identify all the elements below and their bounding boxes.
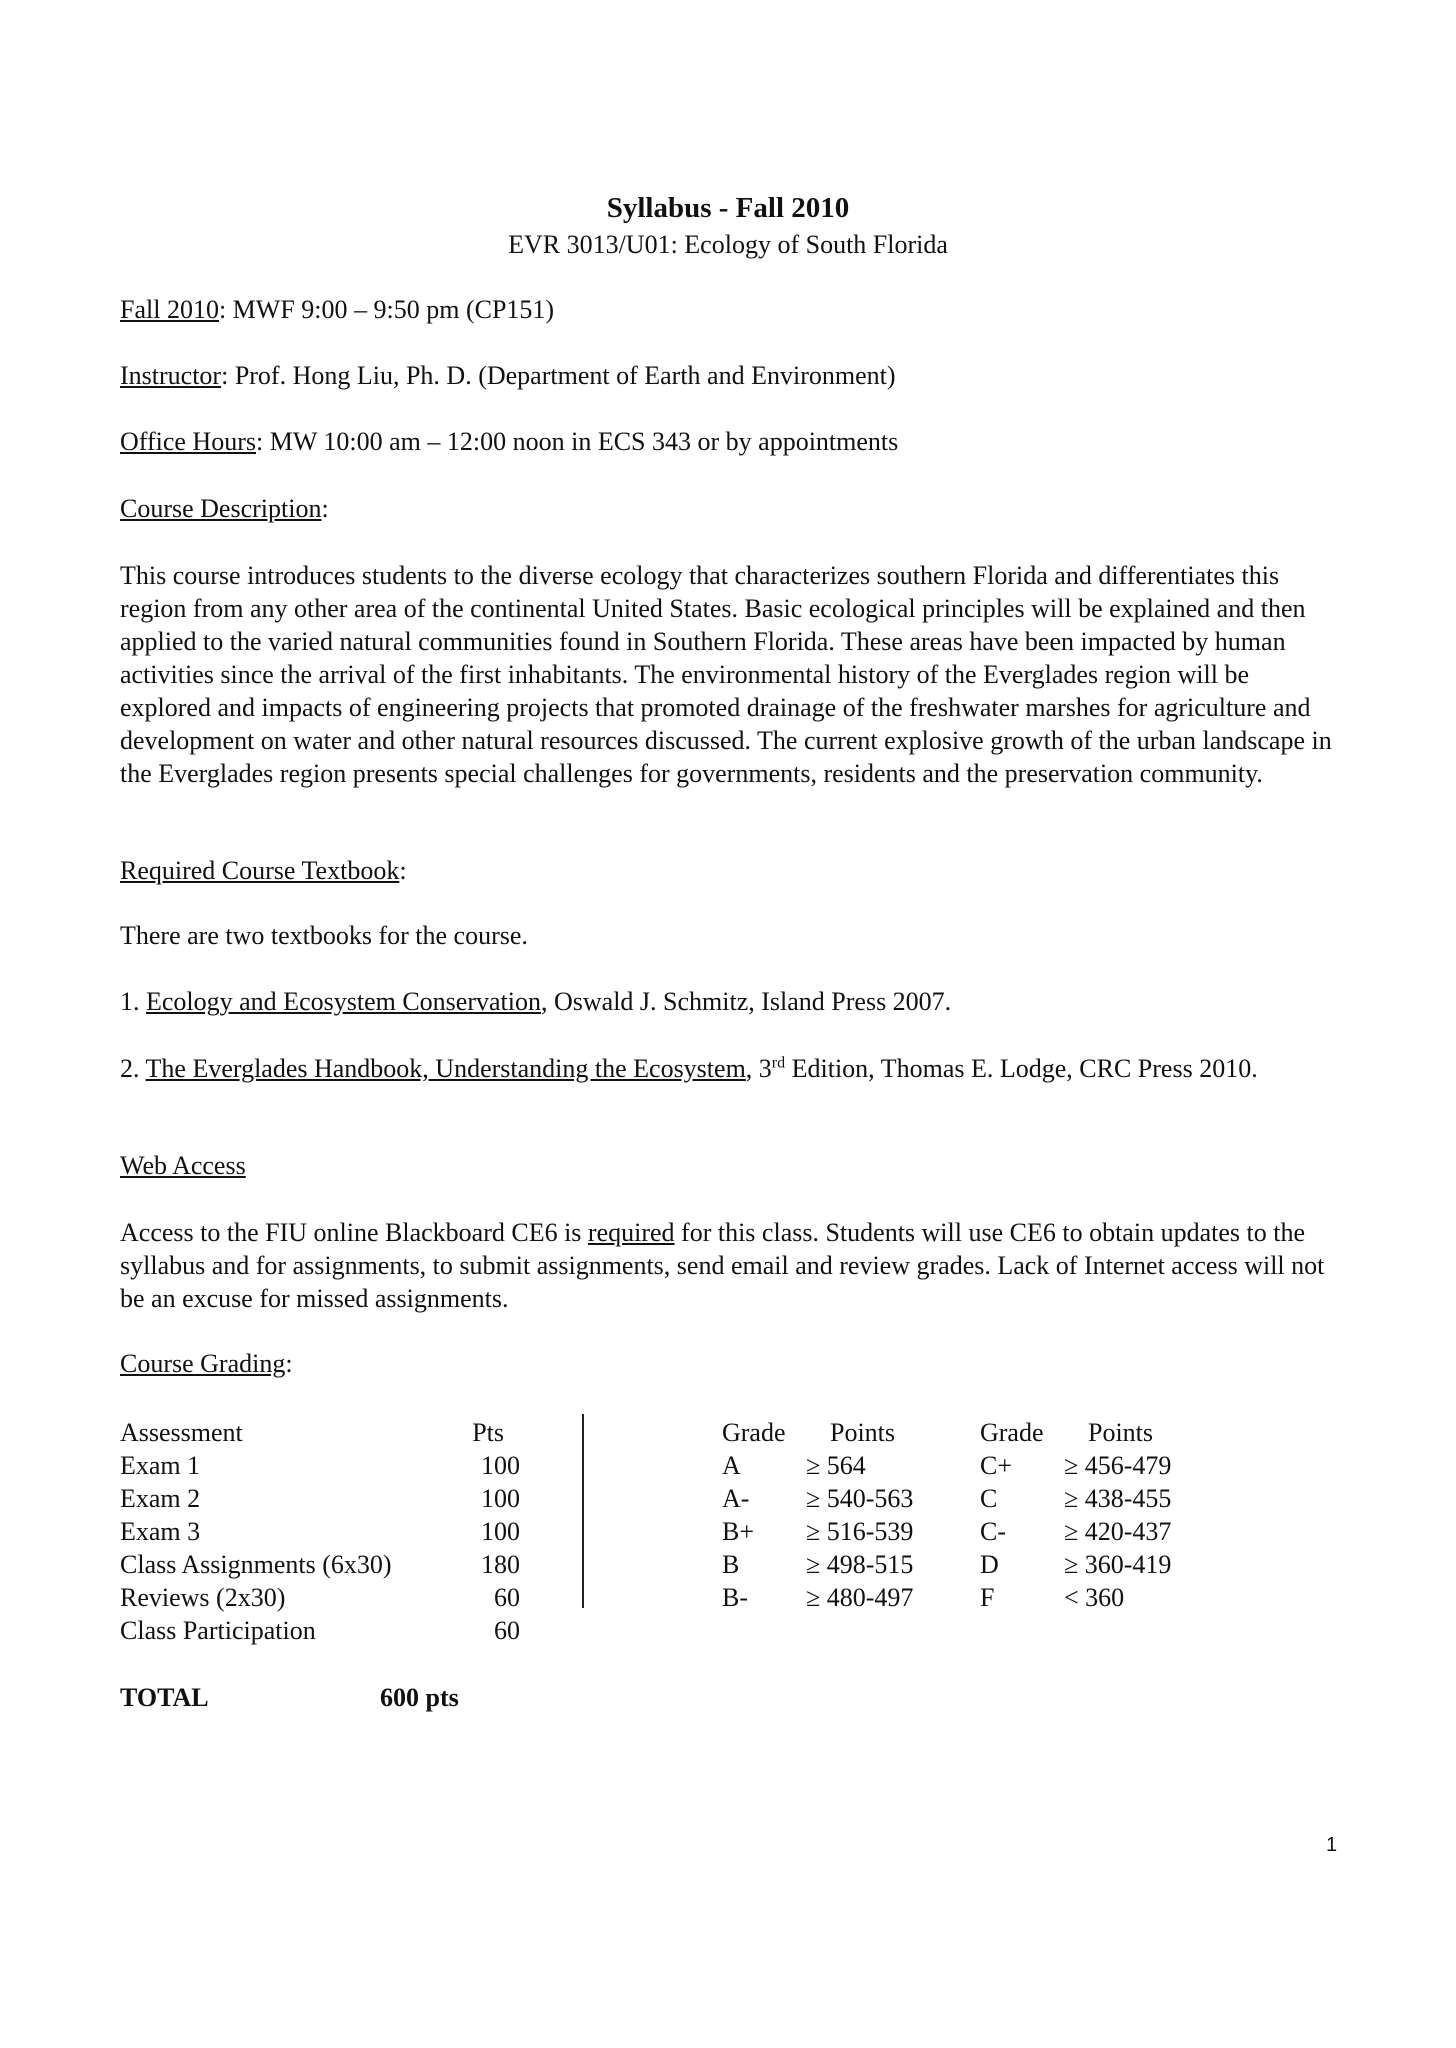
table-divider bbox=[582, 1414, 584, 1608]
grade-points: ≥ 498-515 bbox=[806, 1550, 914, 1579]
web-access-text-end: for this class. Students will use CE6 to obtain updates to the syllabus and for assignments, to submit assignments, send email and review grades. Lack of Internet access will not be an excuse for missed assignments. bbox=[120, 1218, 1325, 1313]
grade-letter: B+ bbox=[722, 1517, 755, 1546]
course-grading-heading bbox=[120, 1349, 293, 1379]
course-description-label: Course Description bbox=[120, 494, 322, 523]
assessment-name: Class Assignments (6x30) bbox=[120, 1550, 392, 1579]
textbook-item-2 bbox=[120, 1052, 1320, 1085]
assessment-name: Reviews (2x30) bbox=[120, 1583, 286, 1612]
textbook-2-number: 2. bbox=[120, 1054, 146, 1083]
grade-points: < 360 bbox=[1064, 1583, 1125, 1612]
table-row bbox=[722, 1482, 1202, 1515]
assessment-points: 100 bbox=[481, 1517, 520, 1546]
office-hours-value: : MW 10:00 am – 12:00 noon in ECS 343 or by appointments bbox=[255, 427, 899, 456]
assessment-points: 100 bbox=[481, 1451, 520, 1480]
table-row bbox=[120, 1449, 520, 1482]
table-row bbox=[722, 1548, 1202, 1581]
total-value: 600 pts bbox=[380, 1683, 459, 1712]
assessment-points: 180 bbox=[481, 1550, 520, 1579]
web-access-required: required bbox=[587, 1218, 675, 1247]
grade-points: ≥ 360-419 bbox=[1064, 1550, 1172, 1579]
assessment-table bbox=[120, 1416, 520, 1647]
textbook-2-edition: , 3 bbox=[745, 1054, 772, 1083]
schedule-label: Fall 2010 bbox=[120, 295, 219, 324]
assessment-name: Class Participation bbox=[120, 1616, 316, 1645]
page-subtitle: EVR 3013/U01: Ecology of South Florida bbox=[508, 230, 948, 259]
grade-column-header: Grade bbox=[722, 1418, 786, 1447]
office-hours-line bbox=[120, 427, 898, 457]
points-column-header: Points bbox=[1088, 1418, 1154, 1447]
textbook-label: Required Course Textbook bbox=[120, 856, 400, 885]
web-access-text bbox=[120, 1216, 1340, 1315]
course-grading-label: Course Grading bbox=[120, 1349, 286, 1378]
textbook-2-details: Edition, Thomas E. Lodge, CRC Press 2010. bbox=[785, 1054, 1258, 1083]
course-description-heading bbox=[120, 494, 329, 524]
grade-letter: B bbox=[722, 1550, 740, 1579]
total-label: TOTAL bbox=[120, 1683, 209, 1712]
textbook-intro: There are two textbooks for the course. bbox=[120, 921, 528, 950]
table-row bbox=[722, 1581, 1202, 1614]
heading-colon: : bbox=[285, 1349, 293, 1378]
grade-letter: C- bbox=[980, 1517, 1006, 1546]
points-column-header: Pts bbox=[472, 1418, 504, 1447]
page-number: 1 bbox=[1326, 1834, 1338, 1856]
instructor-label: Instructor bbox=[120, 361, 222, 390]
grade-letter: D bbox=[980, 1550, 999, 1579]
heading-colon: : bbox=[399, 856, 407, 885]
grade-points: ≥ 420-437 bbox=[1064, 1517, 1172, 1546]
textbook-item-1 bbox=[120, 987, 951, 1017]
assessment-header-row bbox=[120, 1416, 520, 1449]
grade-points: ≥ 480-497 bbox=[806, 1583, 914, 1612]
office-hours-label: Office Hours bbox=[120, 427, 256, 456]
assessment-points: 100 bbox=[481, 1484, 520, 1513]
table-row bbox=[120, 1614, 520, 1647]
grade-letter: C bbox=[980, 1484, 998, 1513]
table-row bbox=[120, 1482, 520, 1515]
page-title: Syllabus - Fall 2010 bbox=[606, 192, 850, 224]
assessment-points: 60 bbox=[494, 1616, 520, 1645]
textbook-2-title: The Everglades Handbook, Understanding the Ecosystem bbox=[145, 1054, 746, 1083]
textbook-1-number: 1. bbox=[120, 987, 146, 1016]
instructor-value: : Prof. Hong Liu, Ph. D. (Department of Earth and Environment) bbox=[221, 361, 896, 390]
table-row bbox=[120, 1515, 520, 1548]
grade-points: ≥ 456-479 bbox=[1064, 1451, 1172, 1480]
grade-letter: F bbox=[980, 1583, 995, 1612]
assessment-name: Exam 1 bbox=[120, 1451, 201, 1480]
grade-points: ≥ 540-563 bbox=[806, 1484, 914, 1513]
instructor-line bbox=[120, 361, 896, 391]
table-row bbox=[722, 1449, 1202, 1482]
assessment-column-header: Assessment bbox=[120, 1418, 243, 1447]
assessment-name: Exam 2 bbox=[120, 1484, 201, 1513]
grade-column-header: Grade bbox=[980, 1418, 1044, 1447]
grade-letter: A bbox=[722, 1451, 741, 1480]
web-access-heading bbox=[120, 1151, 246, 1181]
textbook-2-edition-suffix: rd bbox=[771, 1054, 786, 1072]
schedule-line bbox=[120, 295, 554, 325]
table-row bbox=[120, 1581, 520, 1614]
grade-points: ≥ 564 bbox=[806, 1451, 866, 1480]
web-access-text-start: Access to the FIU online Blackboard CE6 is bbox=[120, 1218, 588, 1247]
grade-scale-table bbox=[722, 1416, 1202, 1614]
table-row bbox=[722, 1515, 1202, 1548]
grade-points: ≥ 516-539 bbox=[806, 1517, 914, 1546]
schedule-value: : MWF 9:00 – 9:50 pm (CP151) bbox=[218, 295, 555, 324]
grade-letter: B- bbox=[722, 1583, 748, 1612]
assessment-name: Exam 3 bbox=[120, 1517, 201, 1546]
textbook-1-title: Ecology and Ecosystem Conservation bbox=[146, 987, 541, 1016]
grade-scale-header-row bbox=[722, 1416, 1202, 1449]
grade-points: ≥ 438-455 bbox=[1064, 1484, 1172, 1513]
points-column-header: Points bbox=[830, 1418, 896, 1447]
table-row bbox=[120, 1548, 520, 1581]
heading-colon: : bbox=[321, 494, 329, 523]
web-access-label: Web Access bbox=[120, 1151, 246, 1180]
grade-letter: C+ bbox=[980, 1451, 1013, 1480]
grade-letter: A- bbox=[722, 1484, 750, 1513]
textbook-1-details: , Oswald J. Schmitz, Island Press 2007. bbox=[540, 987, 952, 1016]
course-description-text: This course introduces students to the diverse ecology that characterizes southern Florida and differentiates this region from any other area of the continental United States. Basic ecological principles will be explained and then applied to the varied natural communities found in Southern Florida. These areas have been impacted by human activities since the arrival of the first inhabitants. The environmental history of the Everglades region will be explored and impacts of engineering projects that promoted drainage of the freshwater marshes for agriculture and development on water and other natural resources discussed. The current explosive growth of the urban landscape in the Everglades region presents special challenges for governments, residents and the preservation community. bbox=[120, 561, 1332, 788]
assessment-points: 60 bbox=[494, 1583, 520, 1612]
textbook-heading bbox=[120, 856, 407, 886]
